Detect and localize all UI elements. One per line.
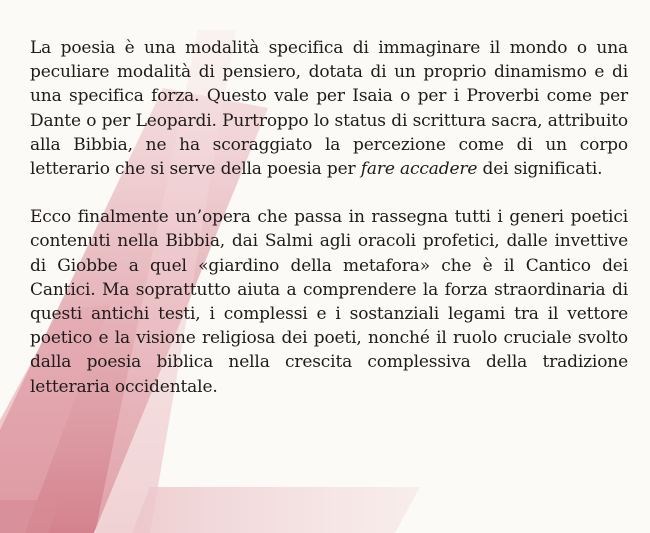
horizontal-bar <box>132 487 420 533</box>
paragraph-1-text-end: dei significati. <box>477 159 603 180</box>
paragraph-1-italic: fare accadere <box>360 159 478 180</box>
paragraph-1 <box>30 36 628 181</box>
paragraph-1-text: La poesia è una modalità specifica di immaginare il mondo o una peculiare modalità di pensiero, dotata di un proprio dinamismo e di una specifica forza. Questo vale per Isaia o per i Proverbi come per Dante o per Leopardi. Purtroppo lo status di scrittura sacra, attribuito alla Bibbia, ne ha scoraggiato la percezione come di un corpo letterario che si serve della poesia per <box>30 38 628 180</box>
description-text <box>30 36 628 399</box>
paragraph-2: Ecco finalmente un’opera che passa in rassegna tutti i generi poetici contenuti nella Bibbia, dai Salmi agli oracoli profetici, dalle invettive di Giobbe a quel «giardino della metafora» che è il Cantico dei Cantici. Ma soprattutto aiuta a comprendere la forza straordinaria di questi antichi testi, i complessi e i sostanziali legami tra il vettore poetico e la visione religiosa dei poeti, nonché il ruolo cruciale svolto dalla poesia biblica nella crescita complessiva della tradizione letteraria occidentale. <box>30 207 628 397</box>
